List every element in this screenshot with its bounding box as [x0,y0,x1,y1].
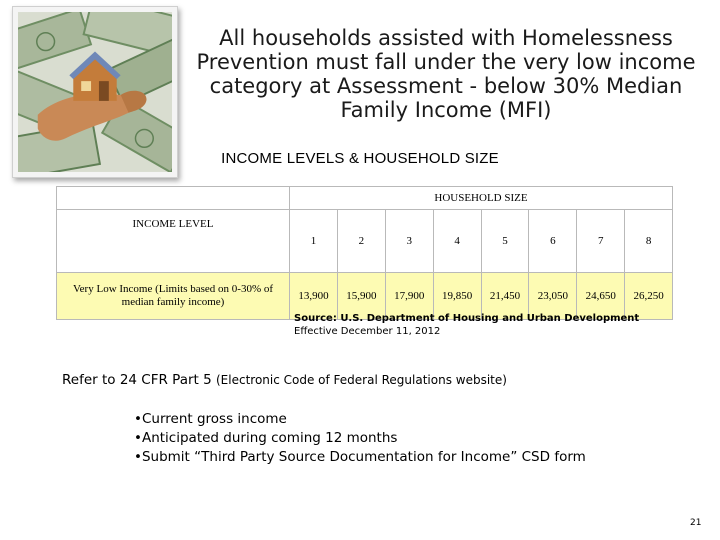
empty-corner-cell [57,187,290,210]
household-size-header: HOUSEHOLD SIZE [290,187,673,210]
household-size-cell: 2 [337,210,385,273]
cfr-reference: Refer to 24 CFR Part 5 [62,372,212,388]
income-limit-cell: 21,450 [481,273,529,320]
income-limit-cell: 17,900 [385,273,433,320]
income-limit-cell: 26,250 [625,273,673,320]
income-requirements-list [134,410,586,467]
income-limit-cell: 13,900 [290,273,338,320]
household-size-cell: 1 [290,210,338,273]
income-limit-cell: 19,850 [433,273,481,320]
income-table [56,186,673,320]
income-limit-cell: 23,050 [529,273,577,320]
regulation-reference [62,372,507,388]
house-in-hand-illustration [18,12,172,172]
income-limit-cell: 24,650 [577,273,625,320]
list-item: •Submit “Third Party Source Documentation for Income” CSD form [134,449,586,465]
source-line: Source: U.S. Department of Housing and Urban Development [294,313,640,324]
household-size-header-row [57,187,673,210]
household-size-cell: 7 [577,210,625,273]
household-size-numbers-row [57,210,673,273]
cfr-website-note: (Electronic Code of Federal Regulations website) [215,373,507,387]
list-item: •Current gross income [134,411,287,427]
table-subtitle: INCOME LEVELS & HOUSEHOLD SIZE [221,150,499,167]
household-size-cell: 8 [625,210,673,273]
household-size-cell: 6 [529,210,577,273]
income-limit-cell: 15,900 [337,273,385,320]
page-number: 21 [690,518,702,528]
slide-title: All households assisted with Homelessness Prevention must fall under the very low income category at Assessment - below 30% Median Family Income (MFI) [196,26,696,122]
source-note [294,312,639,338]
household-size-cell: 5 [481,210,529,273]
list-item: •Anticipated during coming 12 months [134,430,398,446]
very-low-income-label: Very Low Income (Limits based on 0-30% of median family income) [57,273,290,320]
effective-date: Effective December 11, 2012 [294,326,441,337]
household-size-cell: 4 [433,210,481,273]
income-level-header: INCOME LEVEL [57,210,290,273]
household-size-cell: 3 [385,210,433,273]
